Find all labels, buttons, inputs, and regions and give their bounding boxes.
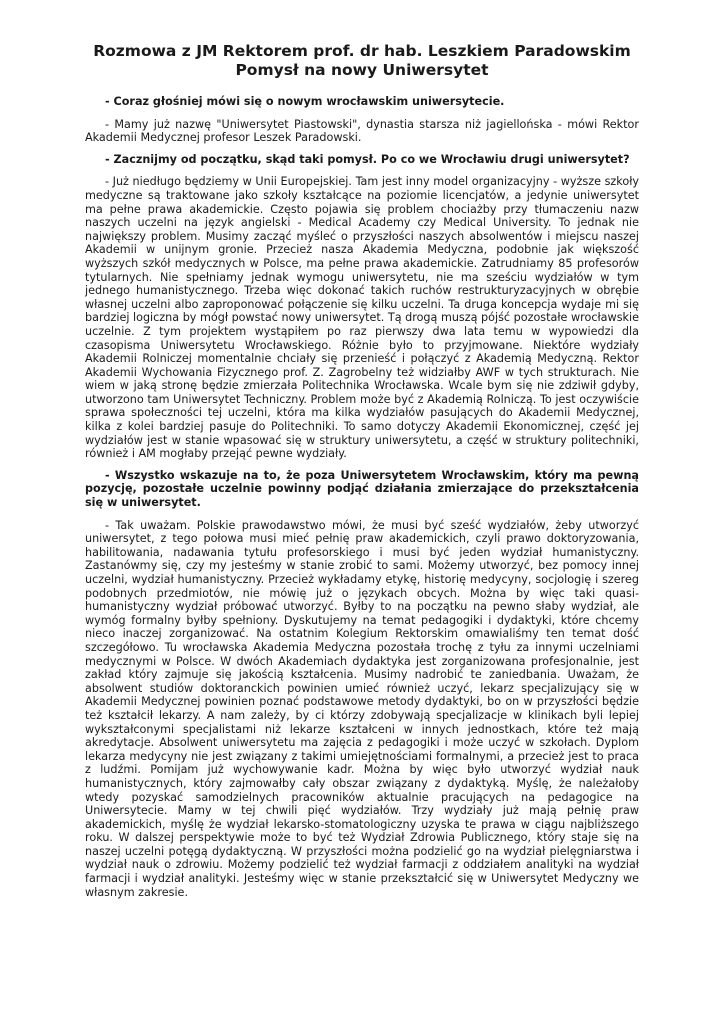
question-paragraph: - Zacznijmy od początku, skąd taki pomysł. Po co we Wrocławiu drugi uniwersytet? — [105, 152, 630, 166]
title-line-1: Rozmowa z JM Rektorem prof. dr hab. Leszkiem Paradowskim — [93, 42, 631, 60]
question-paragraph: - Coraz głośniej mówi się o nowym wrocławskim uniwersytecie. — [105, 95, 505, 108]
question-paragraph: - Wszystko wskazuje na to, że poza Uniwersytetem Wrocławskim, który ma pewną pozycję, pozostałe uczelnie powinny podjąć działania zmierzające do przekształcenia się w uniwersytet. — [85, 468, 639, 510]
answer-paragraph: - Mamy już nazwę "Uniwersytet Piastowski", dynastia starsza niż jagiellońska - mówi Rektor Akademii Medycznej profesor Leszek Paradowski. — [85, 117, 639, 145]
answer-paragraph: - Już niedługo będziemy w Unii Europejskiej. Tam jest inny model organizacyjny - wyższe szkoły medyczne są traktowane jako szkoły kształcące na poziomie licencjatów, a jedynie uniwersytet ma pełne prawa akademickie. Często pojawia się problem chociażby przy tłumaczeniu nazw naszych uczelni na język angielski - Medical Academy czy Medical University. To jednak nie największy problem. Musimy zacząć myśleć o przyszłości naszych absolwentów i miejscu naszej Akademii w unijnym gronie. Przecież nasza Akademia Medyczna, podobnie jak większość wyższych szkół medycznych w Polsce, ma pełne prawa akademickie. Zatrudniamy 85 profesorów tytularnych. Nie spełniamy jednak wymogu uniwersytetu, nie ma sześciu wydziałów w tym jednego humanistycznego. Trzeba więc dokonać takich ruchów restrukturyzacyjnych w obrębie własnej uczelni albo zaproponować połączenie się kilku uczelni. Ta druga koncepcja wydaje mi się bardziej logiczna by mógł powstać nowy uniwersytet. Tą drogą muszą pójść pozostałe wrocławskie uczelnie. Z tym projektem wystąpiłem po raz pierwszy dwa lata temu w wypowiedzi dla czasopisma Uniwersytetu Wrocławskiego. Różnie było to przyjmowane. Niektóre wydziały Akademii Rolniczej momentalnie chciały się przenieść i połączyć z Akademią Medyczną. Rektor Akademii Wychowania Fizycznego prof. Z. Zagrobelny też widziałby AWF w tych strukturach. Nie wiem w jaką stronę będzie zmierzała Politechnika Wrocławska. Wcale bym się nie zdziwił gdyby, utworzono tam Uniwersytet Techniczny. Problem może być z Akademią Rolniczą. To jest oczywiście sprawa społeczności tej uczelni, która ma kilka wydziałów pasujących do Akademii Medycznej, kilka z kolei bardziej pasuje do Politechniki. To samo dotyczy Akademii Ekonomicznej, część jej wydziałów jest w stanie wpasować się w struktury uniwersytetu, a część w struktury politechniki, również i AM mogłaby przejąć pewne wydziały. — [85, 175, 639, 461]
title-line-2: Pomysł na nowy Uniwersytet — [235, 61, 489, 79]
page-title — [85, 42, 639, 80]
answer-paragraph: - Tak uważam. Polskie prawodawstwo mówi, że musi być sześć wydziałów, żeby utworzyć uniwersytet, z tego połowa musi mieć pełnię praw akademickich, czyli prawo doktoryzowania, habilitowania, nadawania tytułu profesorskiego i musi być jeden wydział humanistyczny. Zastanówmy się, czy my jesteśmy w stanie zrobić to sami. Możemy utworzyć, bez pomocy innej uczelni, wydział humanistyczny. Przecież wykładamy etykę, historię medycyny, socjologię i szereg podobnych przedmiotów, nie mówię już o językach obcych. Można by więc taki quasi-humanistyczny wydział próbować utworzyć. Byłby to na początku na pewno słaby wydział, ale wymóg formalny byłby spełniony. Dyskutujemy na temat pedagogiki i dydaktyki, które chcemy nieco inaczej zorganizować. Na ostatnim Kolegium Rektorskim omawialiśmy ten temat dość szczegółowo. Tu wrocławska Akademia Medyczna pozostała trochę z tyłu za innymi uczelniami medycznymi w Polsce. W dwóch Akademiach dydaktyka jest zorganizowana profesjonalnie, jest zakład który zajmuje się jakością kształcenia. Musimy nadrobić te zaniedbania. Uważam, że absolwent studiów doktoranckich powinien umieć również uczyć, lekarz specjalizujący się w Akademii Medycznej powinien poznać podstawowe metody dydaktyki, bo on w przyszłości będzie też kształcił lekarzy. A nam zależy, by ci którzy zdobywają specjalizacje w klinikach byli lepiej wykształconymi specjalistami niż lekarze kształceni w innych jednostkach, które też mają akredytacje. Absolwent uniwersytetu ma zajęcia z pedagogiki i może uczyć w szkołach. Dyplom lekarza medycyny nie jest związany z takimi umiejętnościami formalnymi, a przecież jest to praca z ludźmi. Pomijam już wychowywanie kadr. Można by więc było utworzyć wydział nauk humanistycznych, który zajmowałby cały obszar związany z dydaktyką. Myślę, że należałoby wtedy pozyskać samodzielnych pracowników aktualnie pracujących na pedagogice na Uniwersytecie. Mamy w tej chwili pięć wydziałów. Trzy wydziały już mają pełnię praw akademickich, myślę że wydział lekarsko-stomatologiczny uzyska te prawa w ciągu najbliższego roku. W dalszej perspektywie może to być też Wydział Zdrowia Publicznego, który staje się na naszej uczelni potęgą dydaktyczną. W przyszłości można podzielić go na wydział pielęgniarstwa i wydział nauk o zdrowiu. Możemy podzielić też wydział farmacji z oddziałem analityki na wydział farmacji i wydział analityki. Jesteśmy więc w stanie przekształcić się w Uniwersytet Medyczny we własnym zakresie. — [85, 518, 639, 899]
